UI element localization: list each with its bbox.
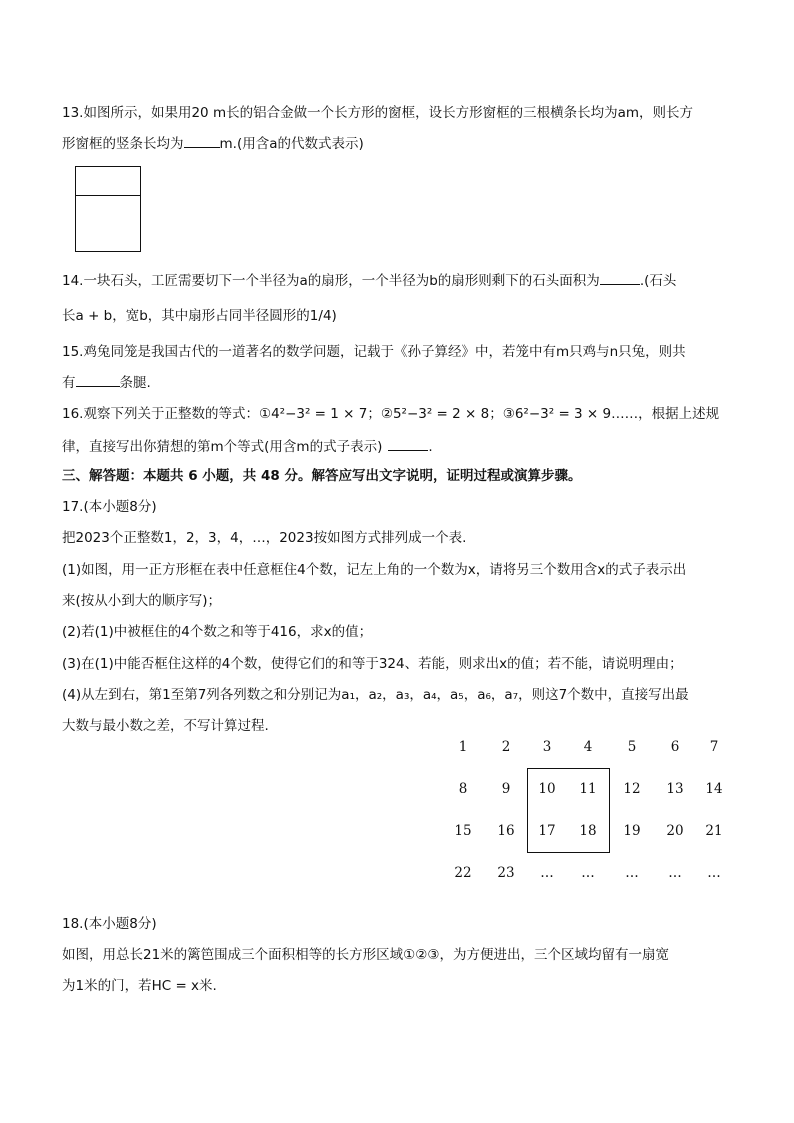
q17-part1-line1: (1)如图，用一正方形框在表中任意框住4个数，记左上角的一个数为x，请将另三个数用含x的式子表示出 [62,562,687,578]
q16-line1: 16.观察下列关于正整数的等式：①4²−3² = 1 × 7；②5²−3² = 2 × 8；③6²−3² = 3 × 9……，根据上述规 [62,406,720,422]
window-frame-crossbar [76,195,140,196]
table-cell-r1-c7: 7 [709,739,719,755]
q17-part2: (2)若(1)中被框住的4个数之和等于416，求x的值； [62,624,373,640]
q14-line1 [62,270,676,291]
table-cell-r3-c5: 19 [623,823,641,839]
q14-line1-pre: 14.一块石头，工匠需要切下一个半径为a的扇形，一个半径为b的扇形则剩下的石头面积为 [62,273,600,289]
q15-line2-post: 条腿. [119,375,151,391]
table-cell-r2-c6: 13 [666,781,684,797]
q18-line2: 为1米的门，若HC = x米. [62,978,217,994]
table-cell-r4-c5: … [625,865,639,881]
table-cell-r4-c2: 23 [497,865,515,881]
q13-line2-pre: 形窗框的竖条长均为 [62,136,184,152]
selection-square-frame [527,768,610,853]
q18-title: 18.(本小题8分) [62,916,157,932]
table-cell-r2-c1: 8 [458,781,468,797]
table-cell-r1-c3: 3 [542,739,552,755]
q13-line2 [62,133,364,154]
q17-part3: (3)在(1)中能否框住这样的4个数，使得它们的和等于324、若能，则求出x的值；若不能，请说明理由； [62,656,683,672]
table-cell-r3-c3: 17 [538,823,556,839]
q14-line1-post: .(石头 [639,273,677,289]
q18-line1: 如图，用总长21米的篱笆围成三个面积相等的长方形区域①②③，为方便进出，三个区域均留有一扇宽 [62,947,669,963]
table-cell-r2-c4: 11 [579,781,597,797]
table-cell-r4-c4: … [581,865,595,881]
table-cell-r2-c2: 9 [501,781,511,797]
q13-line2-post: m.(用含a的代数式表示) [219,136,364,152]
q17-part1-line2: 来(按从小到大的顺序写)； [62,593,222,609]
table-cell-r3-c6: 20 [666,823,684,839]
q16-line2 [62,436,433,457]
q16-line2-pre: 律，直接写出你猜想的第m个等式(用含m的式子表示) [62,439,383,455]
q15-line2-pre: 有 [62,375,76,391]
table-cell-r4-c1: 22 [454,865,472,881]
table-cell-r3-c7: 21 [705,823,723,839]
q14-line2: 长a + b，宽b，其中扇形占同半径圆形的1/4) [62,308,337,324]
table-cell-r1-c5: 5 [627,739,637,755]
table-cell-r4-c6: … [668,865,682,881]
q17-part4-line1: (4)从左到右，第1至第7列各列数之和分别记为a₁，a₂，a₃，a₄，a₅，a₆，a₇，则这7个数中，直接写出最 [62,687,689,703]
q13-line1: 13.如图所示，如果用20 m长的铝合金做一个长方形的窗框，设长方形窗框的三根横条长均为am，则长方 [62,105,694,121]
q15-line2 [62,372,151,393]
table-cell-r1-c1: 1 [458,739,468,755]
q15-line1: 15.鸡兔同笼是我国古代的一道著名的数学问题，记载于《孙子算经》中，若笼中有m只鸡与n只兔，则共 [62,344,686,360]
table-cell-r1-c2: 2 [501,739,511,755]
q15-answer-blank [76,372,120,387]
q13-answer-blank [184,133,220,148]
q14-answer-blank [600,270,640,285]
window-frame-figure [75,166,141,252]
table-cell-r2-c7: 14 [705,781,723,797]
q17-title: 17.(本小题8分) [62,499,157,515]
table-cell-r2-c5: 12 [623,781,641,797]
table-cell-r1-c6: 6 [670,739,680,755]
q17-part4-line2: 大数与最小数之差，不写计算过程. [62,718,269,734]
q16-line2-post: . [428,439,433,455]
table-cell-r3-c1: 15 [454,823,472,839]
table-cell-r4-c7: … [707,865,721,881]
q17-intro: 把2023个正整数1，2，3，4，…，2023按如图方式排列成一个表. [62,530,467,546]
table-cell-r3-c2: 16 [497,823,515,839]
section-heading: 三、解答题：本题共 6 小题，共 48 分。解答应写出文字说明，证明过程或演算步骤。 [62,468,582,484]
table-cell-r3-c4: 18 [579,823,597,839]
table-cell-r4-c3: … [540,865,554,881]
q16-answer-blank [388,436,428,451]
table-cell-r1-c4: 4 [583,739,593,755]
table-cell-r2-c3: 10 [538,781,556,797]
